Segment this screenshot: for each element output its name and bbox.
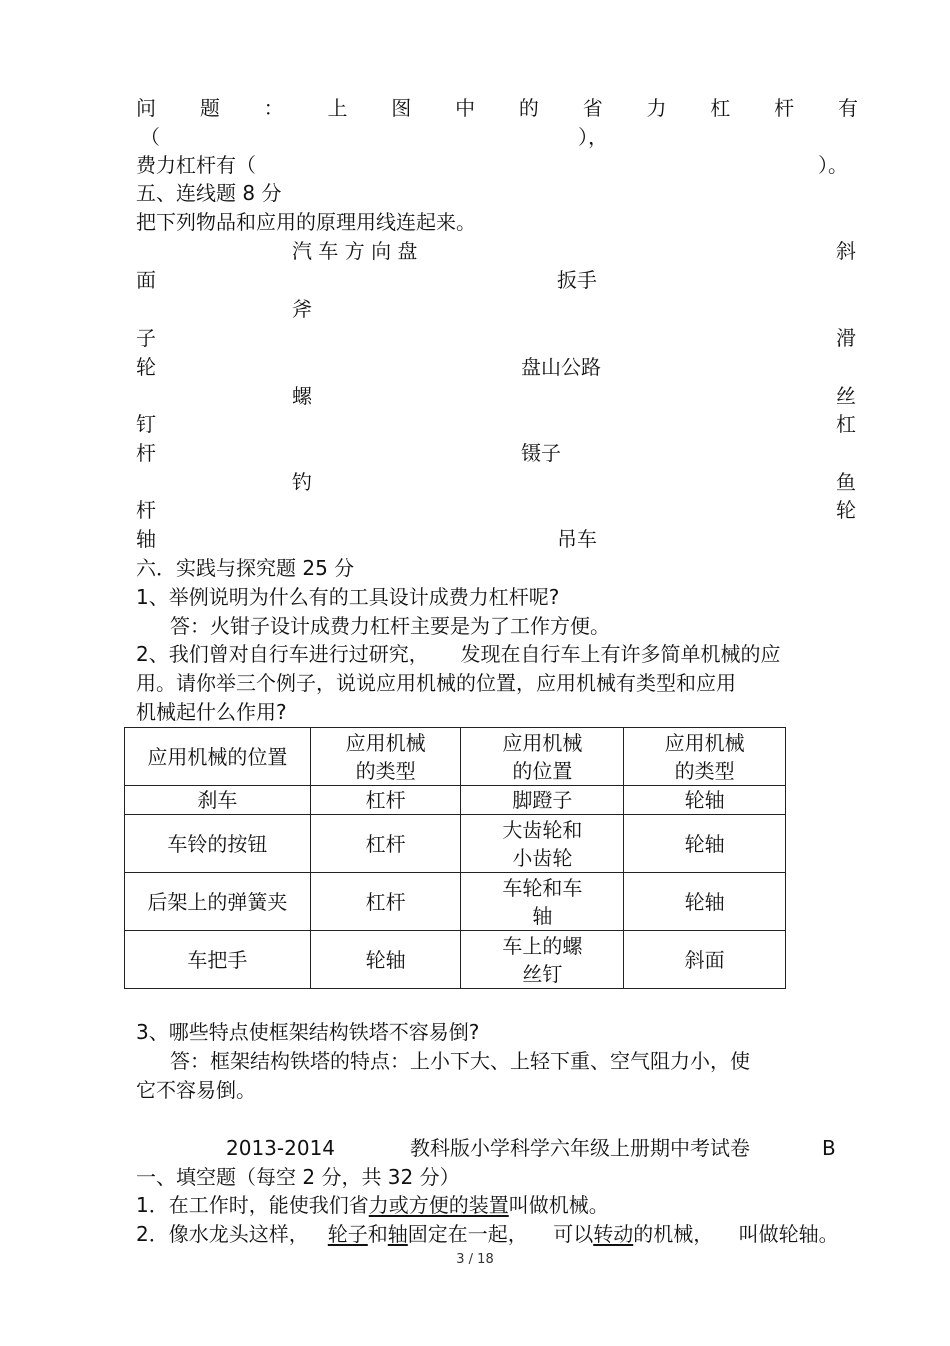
section5-title: 五、连线题 8 分	[136, 181, 282, 205]
section6-a3-line1: 答：框架结构铁塔的特点：上小下大、上轻下重、空气阻力小，使	[170, 1049, 750, 1073]
fragment: 钓	[292, 470, 312, 494]
table-row	[125, 873, 786, 931]
char: 有	[837, 96, 858, 120]
table-cell: 大齿轮和 小齿轮	[461, 815, 624, 873]
char: 问	[136, 96, 156, 120]
exam-variant: B	[822, 1136, 836, 1160]
fragment: 滑	[836, 326, 856, 350]
table-cell: 脚蹬子	[461, 786, 624, 815]
char: 的	[518, 96, 539, 120]
table-row	[125, 786, 786, 815]
bike-mechanism-table	[124, 727, 786, 989]
section6-q1: 1、举例说明为什么有的工具设计成费力杠杆呢?	[136, 585, 560, 609]
char: 杆	[774, 96, 795, 120]
paren-close: ），	[578, 125, 608, 149]
table-cell: 轮轴	[624, 873, 786, 931]
exam-year: 2013-2014	[226, 1136, 336, 1160]
table-cell: 后架上的弹簧夹	[125, 873, 311, 931]
section6-a1: 答：火钳子设计成费力杠杆主要是为了工作方便。	[170, 614, 610, 638]
char: 省	[582, 96, 603, 120]
section6-q2-line3: 机械起什么作用?	[136, 700, 287, 724]
table-header: 应用机械 的类型	[624, 728, 786, 786]
table-row	[125, 815, 786, 873]
fragment: 丝	[836, 384, 856, 408]
item-mountain-road: 盘山公路	[521, 355, 601, 379]
char: ：	[263, 96, 284, 120]
fragment: 轮	[836, 498, 856, 522]
section6-q2-line2: 用。请你举三个例子，说说应用机械的位置，应用机械有类型和应用	[136, 671, 736, 695]
question-line	[136, 96, 858, 120]
fragment: 杠	[836, 412, 856, 436]
fragment: 子	[136, 326, 156, 350]
fragment: 轮	[136, 355, 156, 379]
section6-q3: 3、哪些特点使框架结构铁塔不容易倒?	[136, 1020, 480, 1044]
fragment: 钉	[136, 412, 156, 436]
table-header-row	[125, 728, 786, 786]
char: 力	[646, 96, 667, 120]
table-header: 应用机械的位置	[125, 728, 311, 786]
table-cell: 斜面	[624, 931, 786, 989]
table-cell: 车铃的按钮	[125, 815, 311, 873]
table-row	[125, 931, 786, 989]
item-steering-wheel: 汽 车 方 向 盘	[292, 239, 418, 263]
fragment: 杆	[136, 498, 156, 522]
section6-a3-line2: 它不容易倒。	[136, 1078, 256, 1102]
section6-title: 六．实践与探究题 25 分	[136, 556, 355, 580]
table-cell: 轮轴	[624, 815, 786, 873]
char: 题	[199, 96, 220, 120]
char: 上	[327, 96, 348, 120]
exam-section1: 一、填空题（每空 2 分，共 32 分）	[136, 1165, 460, 1189]
table-cell: 杠杆	[310, 815, 461, 873]
fragment: 斜	[836, 239, 856, 263]
item-wrench: 扳手	[557, 268, 597, 292]
question-line3-prefix: 费力杠杆有（	[136, 153, 256, 177]
table-cell: 杠杆	[310, 786, 461, 815]
char: 中	[455, 96, 476, 120]
char: 图	[391, 96, 412, 120]
exam-q1: 1．在工作时，能使我们省力或方便的装置叫做机械。	[136, 1193, 609, 1217]
table-cell: 车上的螺 丝钉	[461, 931, 624, 989]
table-cell: 杠杆	[310, 873, 461, 931]
section5-instruction: 把下列物品和应用的原理用线连起来。	[136, 210, 476, 234]
fragment: 鱼	[836, 470, 856, 494]
table-cell: 刹车	[125, 786, 311, 815]
fragment: 杆	[136, 441, 156, 465]
table-cell: 车把手	[125, 931, 311, 989]
item-crane: 吊车	[557, 527, 597, 551]
fragment: 螺	[292, 384, 312, 408]
table-header: 应用机械 的位置	[461, 728, 624, 786]
table-cell: 轮轴	[310, 931, 461, 989]
table-header: 应用机械 的类型	[310, 728, 461, 786]
fragment: 轴	[136, 527, 156, 551]
section6-q2-line1: 2、我们曾对自行车进行过研究， 发现在自行车上有许多简单机械的应	[136, 642, 781, 666]
item-tweezers: 镊子	[521, 441, 561, 465]
question-line3-suffix: ）。	[818, 153, 848, 177]
fragment: 面	[136, 268, 156, 292]
exam-q2: 2．像水龙头这样， 轮子和轴固定在一起， 可以转动的机械， 叫做轮轴。	[136, 1222, 839, 1246]
paren-open: （	[140, 125, 160, 149]
page-number: 3 / 18	[456, 1252, 494, 1267]
table-cell: 车轮和车 轴	[461, 873, 624, 931]
char: 杠	[710, 96, 731, 120]
fragment: 斧	[292, 297, 312, 321]
exam-title: 教科版小学科学六年级上册期中考试卷	[410, 1136, 750, 1160]
table-cell: 轮轴	[624, 786, 786, 815]
